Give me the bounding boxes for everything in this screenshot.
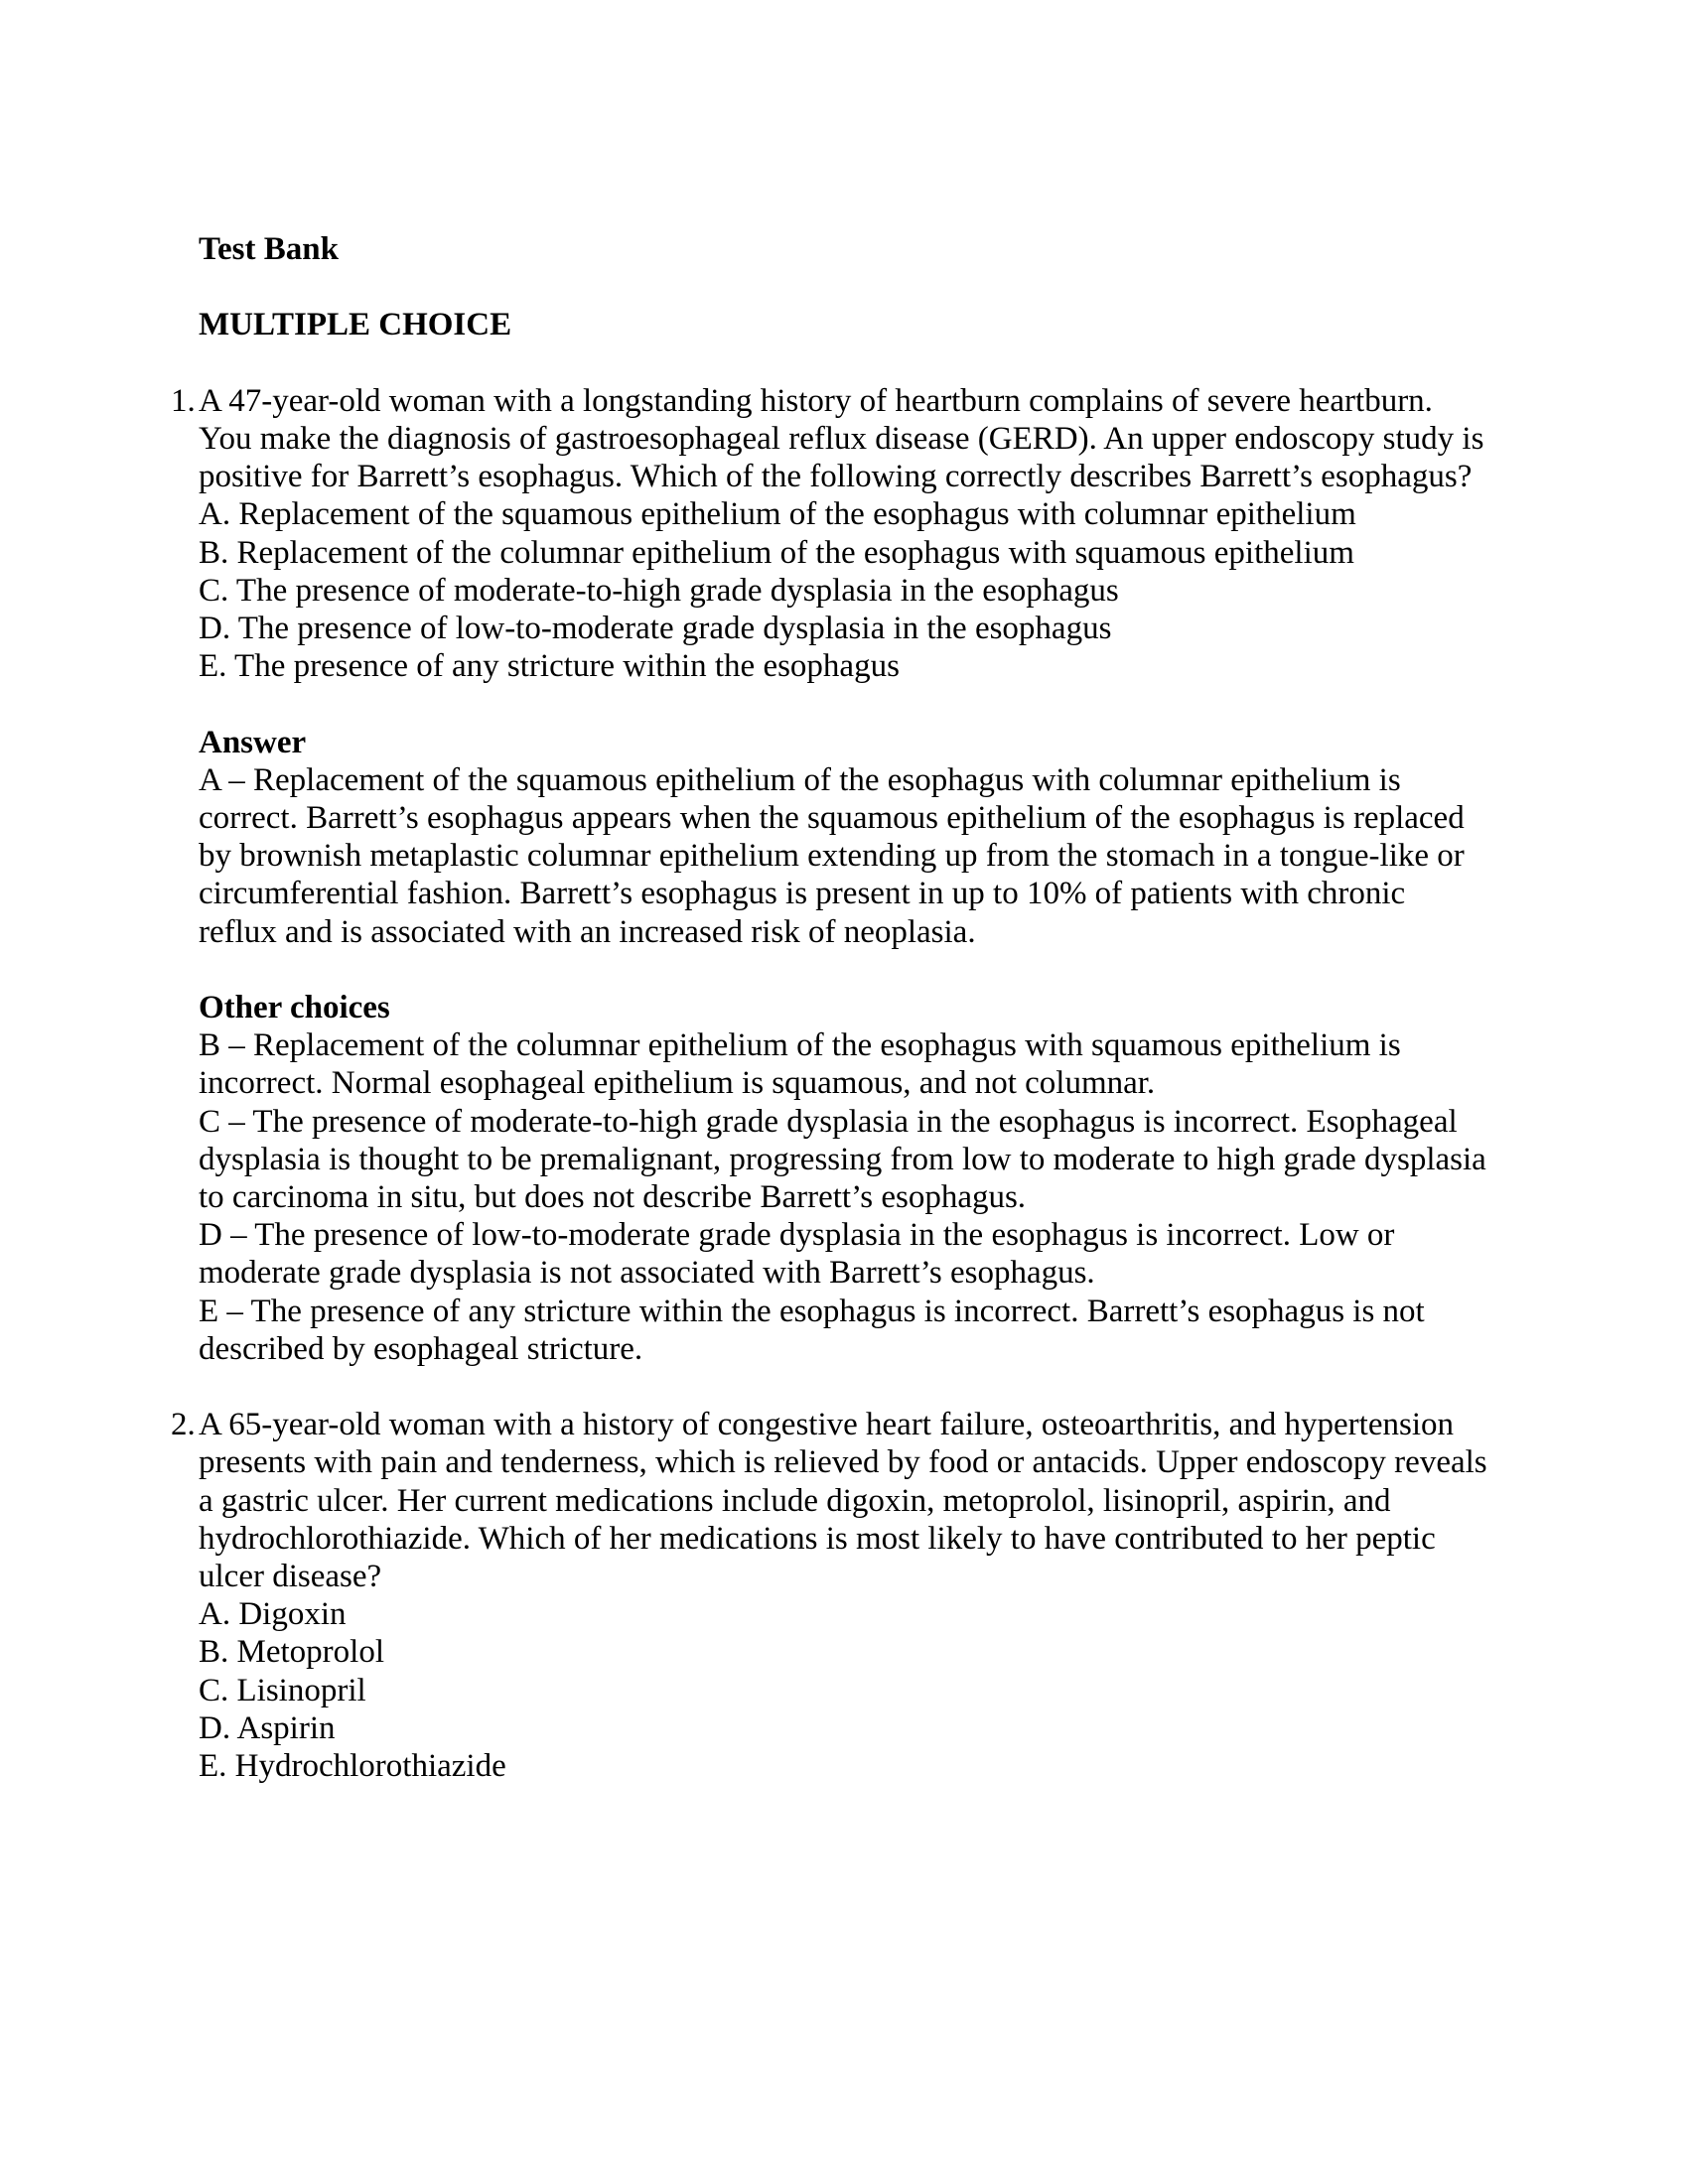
option-a: A. Replacement of the squamous epithelium of the esophagus with columnar epithelium: [199, 496, 1356, 533]
other-choice-d: D – The presence of low-to-moderate grade dysplasia in the esophagus is incorrect. Low or moderate grade dysplasia is not associated with Barrett’s esophagus.: [199, 1217, 1395, 1292]
spacer: [199, 344, 1489, 382]
other-choice-c: C – The presence of moderate-to-high grade dysplasia in the esophagus is incorrect. Esophageal dysplasia is thought to be premalignant, progressing from low to moderate to high grade dysplasia to carcinoma in situ, but does not describe Barrett’s esophagus.: [199, 1103, 1486, 1216]
question-stem: A 47-year-old woman with a longstanding history of heartburn complains of severe heartburn. You make the diagnosis of gastroesophageal reflux disease (GERD). An upper endoscopy study is positive for Barrett’s esophagus. Which of the following correctly describes Barrett’s esophagus?: [199, 382, 1484, 495]
option-b: B. Metoprolol: [199, 1634, 384, 1671]
spacer: [199, 268, 1489, 306]
question-stem: A 65-year-old woman with a history of congestive heart failure, osteoarthritis, and hypertension presents with pain and tenderness, which is relieved by food or antacids. Upper endoscopy reveals a gastric ulcer. Her current medications include digoxin, metoprolol, lisinopril, aspirin, and hydrochlorothiazide. Which of her medications is most likely to have contributed to her peptic ulcer disease?: [199, 1407, 1487, 1595]
option-c: C. Lisinopril: [199, 1672, 366, 1708]
other-choice-b: B – Replacement of the columnar epithelium of the esophagus with squamous epithelium is incorrect. Normal esophageal epithelium is squamous, and not columnar.: [199, 1027, 1401, 1102]
question-number: 1.: [171, 382, 196, 419]
other-choices-heading: Other choices: [199, 990, 390, 1025]
document-content: [171, 230, 1489, 1785]
answer-heading: Answer: [199, 724, 307, 760]
page-title: Test Bank: [199, 231, 339, 267]
option-e: E. Hydrochlorothiazide: [199, 1748, 506, 1785]
question-1: [171, 382, 1489, 1368]
option-d: D. The presence of low-to-moderate grade dysplasia in the esophagus: [199, 611, 1112, 646]
option-c: C. The presence of moderate-to-high grade dysplasia in the esophagus: [199, 572, 1119, 609]
option-a: A. Digoxin: [199, 1596, 347, 1633]
spacer: [199, 951, 1489, 989]
other-choice-e: E – The presence of any stricture within the esophagus is incorrect. Barrett’s esophagus is not described by esophageal stricture.: [199, 1293, 1425, 1367]
question-number: 2.: [171, 1407, 196, 1443]
spacer: [199, 1368, 1489, 1406]
section-heading: MULTIPLE CHOICE: [199, 307, 512, 343]
answer-explanation: A – Replacement of the squamous epithelium of the esophagus with columnar epithelium is correct. Barrett’s esophagus appears when the squamous epithelium of the esophagus is replaced by brownish metaplastic columnar epithelium extending up from the stomach in a tongue-like or circumferential fashion. Barrett’s esophagus is present in up to 10% of patients with chronic reflux and is associated with an increased risk of neoplasia.: [199, 761, 1465, 950]
option-b: B. Replacement of the columnar epithelium of the esophagus with squamous epithelium: [199, 534, 1354, 571]
question-2: [171, 1406, 1489, 1785]
option-e: E. The presence of any stricture within the esophagus: [199, 648, 900, 685]
option-d: D. Aspirin: [199, 1709, 336, 1746]
spacer: [199, 685, 1489, 723]
